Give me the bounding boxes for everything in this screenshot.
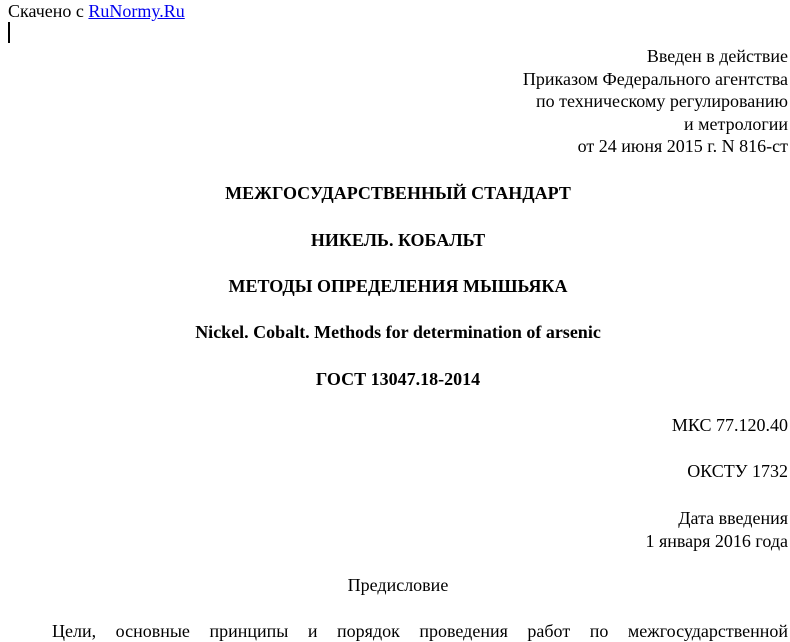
preface-heading: Предисловие xyxy=(347,575,449,595)
approval-line: Введен в действие xyxy=(646,46,788,66)
title-en-heading: Nickel. Cobalt. Methods for determination of arsenic xyxy=(195,322,601,342)
source-prefix: Скачено с xyxy=(8,1,84,21)
text-cursor xyxy=(8,22,10,43)
title-ru-heading: МЕТОДЫ ОПРЕДЕЛЕНИЯ МЫШЬЯКА xyxy=(228,276,568,296)
intro-date-label: Дата введения xyxy=(678,508,788,528)
mks-code: МКС 77.120.40 xyxy=(671,415,788,435)
preface-paragraph-first-line: Цели, основные принципы и порядок проведения работ по межгосударственной xyxy=(52,621,788,641)
approval-line: и метрологии xyxy=(684,113,788,134)
approval-line: по техническому регулированию xyxy=(535,91,788,111)
source-link[interactable]: RuNormy.Ru xyxy=(88,1,185,21)
subject-heading: НИКЕЛЬ. КОБАЛЬТ xyxy=(310,230,486,250)
approval-line: Приказом Федерального агентства xyxy=(522,68,788,89)
okstu-code: ОКСТУ 1732 xyxy=(687,461,788,481)
approval-block xyxy=(523,45,788,158)
standard-type-heading: МЕЖГОСУДАРСТВЕННЫЙ СТАНДАРТ xyxy=(225,183,571,203)
source-line xyxy=(8,0,185,22)
gost-number: ГОСТ 13047.18-2014 xyxy=(315,369,481,389)
approval-line: от 24 июня 2015 г. N 816-ст xyxy=(577,136,788,156)
intro-date-value: 1 января 2016 года xyxy=(645,531,788,551)
